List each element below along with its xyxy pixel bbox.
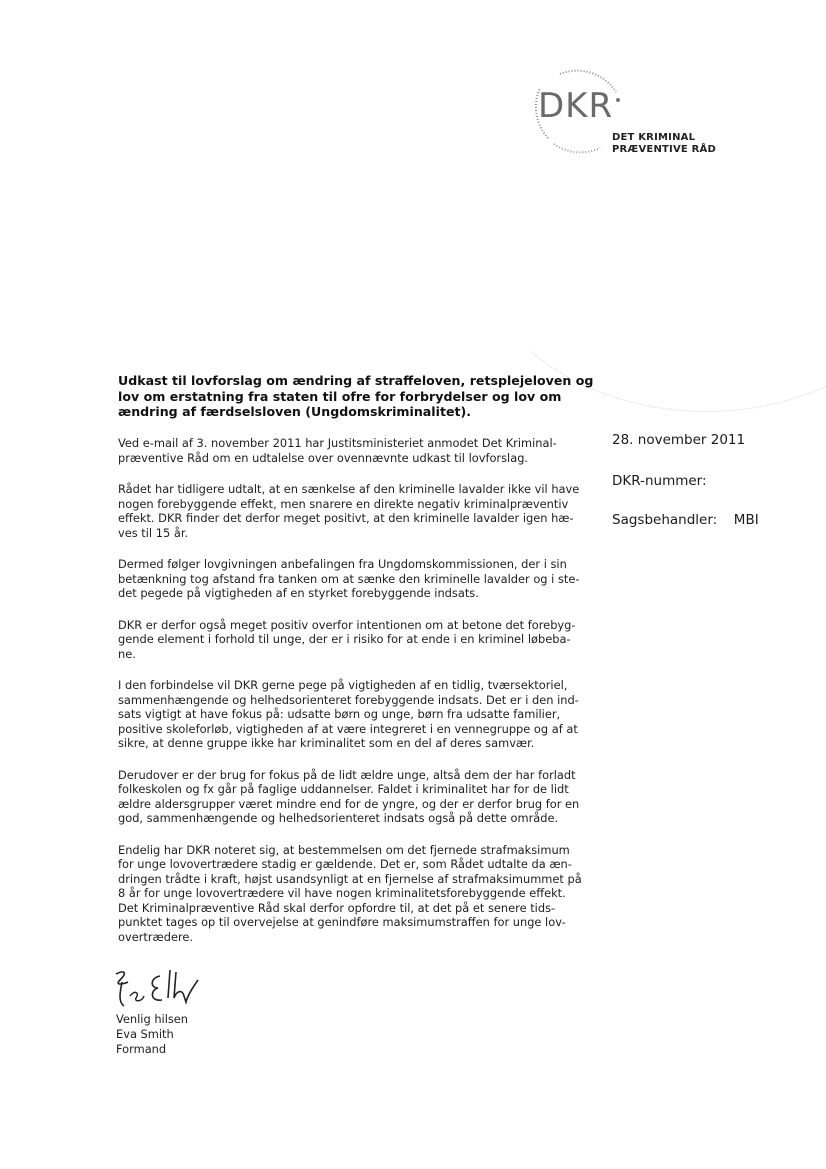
dkr-number-label: DKR-nummer: bbox=[612, 473, 707, 489]
letter-body bbox=[118, 436, 610, 961]
signer-name: Eva Smith bbox=[116, 1027, 174, 1041]
paragraph: Endelig har DKR noteret sig, at bestemmelsen om det fjernede strafmaksimum for unge lovovertrædere stadig er gældende. Det er, som Rådet udtalte da æn- dringen trådte i kraft, højst usandsynligt at en fjernelse af strafmaksimummet på 8 år for unge lovovertrædere vil have nogen kriminalitetsforebyggende effekt. Det Kriminalpræventive Råd skal derfor opfordre til, at det på et senere tids- punktet tages op til overvejelse at genindføre maksimumstraffen for unge lov- overtrædere. bbox=[118, 842, 582, 944]
letter-date: 28. november 2011 bbox=[612, 432, 746, 448]
caseworker-value: MBI bbox=[733, 512, 759, 528]
logo-line-2: PRÆVENTIVE RÅD bbox=[612, 144, 716, 155]
logo-wordmark bbox=[612, 132, 722, 156]
dkr-logo bbox=[520, 58, 720, 168]
paragraph: Rådet har tidligere udtalt, at en sænkelse af den kriminelle lavalder ikke vil have nogen forebyggende effekt, men snarere en direkte negativ kriminalpræventiv effekt. DKR finder det derfor meget positivt, at den kriminelle lavalder igen hæ- ves til 15 år. bbox=[118, 482, 580, 540]
paragraph: Derudover er der brug for fokus på de lidt ældre unge, altså dem der har forladt folkeskolen og fx går på faglige uddannelser. Faldet i kriminalitet har for de lidt ældre aldersgrupper været mindre end for de yngre, og der er derfor brug for en god, sammenhængende og helhedsorienteret indsats også på dette område. bbox=[118, 767, 580, 825]
closing-block bbox=[116, 1012, 188, 1057]
signer-role: Formand bbox=[116, 1042, 167, 1056]
logo-line-1: DET KRIMINAL bbox=[612, 132, 696, 143]
logo-mark: DKR bbox=[538, 86, 614, 126]
handwritten-signature bbox=[110, 962, 230, 1012]
paragraph: I den forbindelse vil DKR gerne pege på vigtigheden af en tidlig, tværsektoriel, sammenhængende og helhedsorienteret forebyggende indsats. Det er i den ind- sats vigtigt at have fokus på: udsatte børn og unge, børn fra udsatte familier, positive skoleforløb, vigtigheden af at være integreret i en vennegruppe og af at sikre, at denne gruppe ikke har kriminalitet som en del af deres samvær. bbox=[118, 678, 579, 750]
paragraph: Dermed følger lovgivningen anbefalingen fra Ungdomskommissionen, der i sin betænkning tog afstand fra tanken om at sænke den kriminelle lavalder og i ste- det pegede på vigtigheden af en styrket forebyggende indsats. bbox=[118, 557, 580, 600]
letter-title: Udkast til lovforslag om ændring af straffeloven, retsplejeloven og lov om erstatning fra staten til ofre for forbrydelser og lov om ændring af færdselsloven (Ungdomskriminalitet). bbox=[118, 373, 594, 419]
caseworker-label: Sagsbehandler: bbox=[612, 512, 718, 528]
closing-greeting: Venlig hilsen bbox=[116, 1012, 189, 1026]
paragraph: Ved e-mail af 3. november 2011 har Justitsministeriet anmodet Det Kriminal- præventive Råd om en udtalelse over ovennævnte udkast til lovforslag. bbox=[118, 436, 557, 465]
caseworker-row bbox=[612, 512, 759, 528]
paragraph: DKR er derfor også meget positiv overfor intentionen om at betone det forebyg- gende element i forhold til unge, der er i risiko for at ende i en kriminel løbeba- ne. bbox=[118, 617, 576, 661]
